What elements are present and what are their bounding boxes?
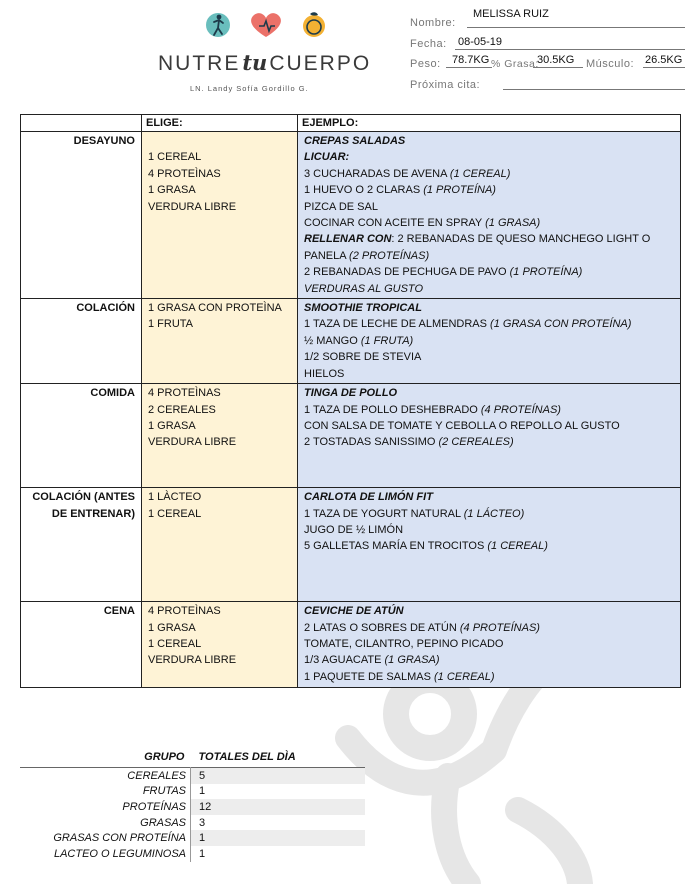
- portion-note: (1 CEREAL): [487, 540, 548, 553]
- meal-plan-header-row: [21, 115, 681, 132]
- example-text: COCINAR CON ACEITE EN SPRAY: [304, 217, 486, 230]
- fecha-label: Fecha:: [410, 38, 447, 50]
- grasa-label: % Grasa:: [491, 58, 539, 70]
- portion-note: (1 LÁCTEO): [463, 507, 525, 520]
- example-cell: [298, 299, 681, 384]
- recipe-title: LICUAR:: [304, 151, 350, 164]
- choose-cell: [142, 299, 298, 384]
- brand-logo: [158, 50, 371, 76]
- recipe-title: CEVICHE DE ATÚN: [304, 605, 404, 618]
- portion-note: (1 CEREAL): [449, 167, 511, 180]
- example-cell: [298, 132, 681, 299]
- fecha-underline: [455, 49, 685, 50]
- totals-row: [20, 784, 365, 800]
- nombre-underline: [467, 27, 685, 28]
- peso-underline: [446, 67, 492, 68]
- example-line: [304, 333, 676, 349]
- portion-note: (1 PROTEÍNA): [509, 266, 583, 279]
- musculo-label: Músculo:: [586, 58, 635, 70]
- choose-item: 1 GRASA: [148, 419, 196, 432]
- group-total: 1: [199, 847, 206, 860]
- musculo-value[interactable]: 26.5KG: [645, 54, 683, 66]
- example-line: [304, 133, 676, 149]
- nombre-value[interactable]: MELISSA RUIZ: [473, 8, 549, 20]
- choose-item: 1 CEREAL: [148, 637, 202, 650]
- recipe-title: CREPAS SALADAS: [304, 135, 406, 147]
- example-text: HIELOS: [304, 367, 345, 380]
- choose-item: 4 PROTEÌNAS: [148, 387, 221, 400]
- example-line: [304, 538, 676, 554]
- example-line: [304, 248, 676, 264]
- choose-item: 2 CEREALES: [148, 403, 216, 416]
- example-text: 1/2 SOBRE DE STEVIA: [304, 351, 422, 364]
- example-line: [304, 636, 676, 652]
- person-icon: [206, 13, 230, 37]
- recipe-title: SMOOTHIE TROPICAL: [304, 302, 422, 315]
- example-text: 1/3 AGUACATE: [304, 654, 385, 667]
- heart-icon: [251, 13, 281, 37]
- brand-tu: tu: [242, 50, 268, 75]
- choose-cell: [142, 384, 298, 488]
- example-line: [304, 620, 676, 636]
- brand-subtitle: LN. Landy Sofía Gordillo G.: [190, 84, 309, 93]
- meal-row: [21, 602, 681, 688]
- portion-note: (1 CEREAL): [434, 670, 495, 683]
- example-line: [304, 166, 676, 182]
- meal-row: [21, 299, 681, 384]
- fecha-value[interactable]: 08-05-19: [458, 36, 503, 48]
- choose-item: 4 PROTEÌNAS: [148, 605, 221, 618]
- example-line: [304, 149, 676, 165]
- portion-note: (1 GRASA): [384, 654, 440, 667]
- group-total: 12: [191, 799, 366, 815]
- totals-column-header: TOTALES DEL DÌA: [198, 751, 296, 763]
- example-text: 2 REBANADAS DE PECHUGA DE PAVO: [304, 266, 510, 279]
- totals-row: [20, 815, 365, 831]
- proxima-cita-label: Próxima cita:: [410, 79, 481, 91]
- portion-note: (4 PROTEÍNAS): [459, 621, 540, 634]
- meal-name: COLACIÓN (ANTES DE ENTRENAR): [21, 488, 142, 602]
- example-cell: [298, 488, 681, 602]
- group-name: CEREALES: [20, 768, 191, 784]
- example-line: [304, 489, 676, 505]
- example-lead: RELLENAR CON: [304, 233, 392, 246]
- example-line: [304, 385, 676, 401]
- example-line: [304, 199, 676, 215]
- example-text: ½ MANGO: [304, 334, 361, 347]
- choose-item: 1 GRASA CON PROTEÌNA: [148, 302, 282, 315]
- example-text: PIZCA DE SAL: [304, 200, 378, 213]
- example-text: 1 TAZA DE LECHE DE ALMENDRAS: [304, 318, 491, 331]
- musculo-underline: [643, 67, 685, 68]
- group-name: GRASAS CON PROTEÍNA: [20, 830, 191, 846]
- example-text: 1 TAZA DE POLLO DESHEBRADO: [304, 403, 481, 416]
- totals-header-row: [20, 749, 365, 768]
- example-line: [304, 264, 676, 280]
- example-line: [304, 349, 676, 365]
- example-cell: [298, 384, 681, 488]
- choose-item: VERDURA LIBRE: [148, 654, 237, 667]
- choose-item: 1 GRASA: [148, 621, 196, 634]
- group-total: 3: [199, 816, 206, 829]
- example-text: CON SALSA DE TOMATE Y CEBOLLA O REPOLLO AL GUSTO: [304, 419, 620, 432]
- choose-cell: [142, 132, 298, 299]
- example-line: [304, 402, 676, 418]
- example-line: [304, 506, 676, 522]
- meal-plan-table: [20, 114, 681, 688]
- example-text: 1 TAZA DE YOGURT NATURAL: [304, 507, 464, 520]
- meal-row: [21, 132, 681, 299]
- logo-icons: [204, 8, 334, 42]
- group-total: 1: [191, 830, 366, 846]
- group-name: FRUTAS: [20, 784, 191, 800]
- peso-value[interactable]: 78.7KG: [452, 54, 490, 66]
- peso-label: Peso:: [410, 58, 441, 70]
- proxima-cita-underline: [503, 89, 685, 90]
- meal-name: DESAYUNO: [21, 132, 142, 299]
- choose-item: [148, 133, 293, 149]
- choose-item: 1 CEREAL: [148, 151, 202, 164]
- meal-column-header: [21, 115, 142, 132]
- example-line: [304, 366, 676, 382]
- nombre-label: Nombre:: [410, 17, 456, 29]
- totals-row: [20, 846, 365, 862]
- portion-note: (1 FRUTA): [360, 334, 414, 347]
- example-line: [304, 215, 676, 231]
- choose-item: 4 PROTEÌNAS: [148, 167, 221, 180]
- example-line: [304, 231, 676, 247]
- example-column-header: EJEMPLO:: [298, 115, 681, 132]
- example-text: TOMATE, CILANTRO, PEPINO PICADO: [304, 637, 504, 650]
- example-text: 3 CUCHARADAS DE AVENA: [304, 167, 450, 180]
- choose-item: 1 FRUTA: [148, 318, 194, 331]
- example-line: [304, 300, 676, 316]
- choose-cell: [142, 602, 298, 688]
- example-line: [304, 669, 676, 685]
- portion-note: (2 PROTEÍNAS): [349, 249, 430, 262]
- example-cell: [298, 602, 681, 688]
- group-name: PROTEÍNAS: [20, 799, 191, 815]
- meal-name: CENA: [21, 602, 142, 688]
- example-line: [304, 652, 676, 668]
- meal-name: COMIDA: [21, 384, 142, 488]
- choose-item: 1 CEREAL: [148, 507, 202, 520]
- totals-row: [20, 799, 365, 815]
- choose-item: 1 LÀCTEO: [148, 491, 202, 504]
- choose-column-header: ELIGE:: [142, 115, 298, 132]
- grasa-value[interactable]: 30.5KG: [537, 54, 575, 66]
- brand-right: CUERPO: [269, 52, 372, 75]
- portion-note: (4 PROTEÍNAS): [480, 403, 561, 416]
- example-line: [304, 522, 676, 538]
- choose-cell: [142, 488, 298, 602]
- group-total: 1: [199, 785, 206, 798]
- meal-row: [21, 488, 681, 602]
- portion-note: (1 GRASA CON PROTEÍNA): [490, 318, 632, 331]
- group-total: 5: [191, 768, 366, 784]
- example-text: JUGO DE ½ LIMÓN: [304, 523, 404, 536]
- example-text: PANELA: [304, 249, 350, 262]
- brand-left: NUTRE: [158, 52, 241, 75]
- example-text: 1 HUEVO O 2 CLARAS: [304, 184, 424, 197]
- choose-item: 1 GRASA: [148, 184, 196, 197]
- example-line: [304, 603, 676, 619]
- totals-row: [20, 768, 365, 784]
- choose-item: VERDURA LIBRE: [148, 200, 237, 213]
- portion-note: (1 GRASA): [485, 217, 541, 230]
- portion-note: (2 CEREALES): [438, 436, 514, 449]
- example-line: [304, 281, 676, 297]
- choose-item: VERDURA LIBRE: [148, 436, 237, 449]
- portion-note: (1 PROTEÍNA): [423, 184, 496, 197]
- example-text: 1 PAQUETE DE SALMAS: [304, 670, 435, 683]
- example-text: VERDURAS AL GUSTO: [304, 282, 423, 295]
- example-text: 5 GALLETAS MARÍA EN TROCITOS: [304, 540, 488, 553]
- group-column-header: GRUPO: [144, 751, 185, 763]
- group-name: GRASAS: [20, 815, 191, 831]
- recipe-title: CARLOTA DE LIMÓN FIT: [304, 491, 433, 504]
- example-text: 2 LATAS O SOBRES DE ATÚN: [304, 621, 460, 634]
- meal-row: [21, 384, 681, 488]
- example-line: [304, 316, 676, 332]
- example-text: : 2 REBANADAS DE QUESO MANCHEGO LIGHT O: [391, 233, 651, 246]
- totals-row: [20, 830, 365, 846]
- example-text: 2 TOSTADAS SANISSIMO: [304, 436, 439, 449]
- example-line: [304, 418, 676, 434]
- orange-icon: [303, 12, 325, 37]
- example-line: [304, 434, 676, 450]
- group-name: LACTEO O LEGUMINOSA: [20, 846, 191, 862]
- meal-name: COLACIÓN: [21, 299, 142, 384]
- grasa-underline: [533, 67, 583, 68]
- example-line: [304, 182, 676, 198]
- daily-totals-table: [20, 749, 365, 862]
- recipe-title: TINGA DE POLLO: [304, 387, 398, 400]
